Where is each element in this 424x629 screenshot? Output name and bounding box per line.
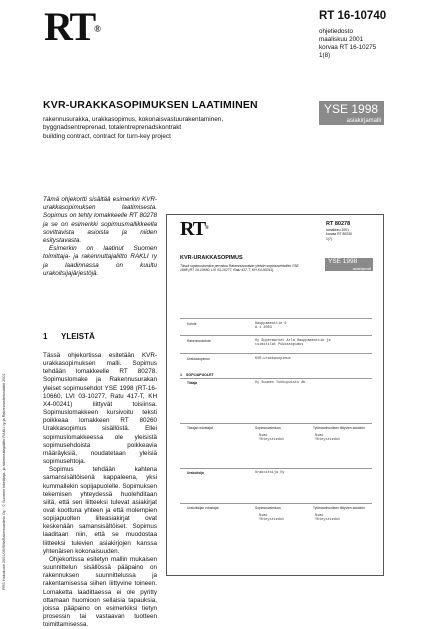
body-paragraph: Sopimus tehdään kahtena samansisältöisenä kappaleena, yksi kummallekin sopijapuolelle. Sopimuksen tekemisen yhteydessä huolehditaan siitä, että sen liitteeksi tulevat asiakirjat ovat koottuna yhteen ja että molempien sopijapuolten liiteasiakirjat ovat keskenään samansisältöiset. Sopimus laaditaan niin, että se muodostaa liitteeksi tulevien asiakirjojen kanssa yhtenäisen kokonaisuuden.: [43, 466, 157, 555]
form-label-rakennuskohde: Rakennuskohde: [187, 339, 211, 343]
document-number: RT 16-10740: [319, 10, 387, 22]
document-meta: [319, 28, 376, 60]
form-rep-cell: Nimi Yhteystiedot: [259, 514, 285, 523]
form-value-tilaaja: Oy Suomen Tukkupuisto Ab: [255, 381, 306, 385]
form-col-header: Työmaanhuolleen liittyvien asioiden: [313, 506, 365, 510]
form-rep-cell: Nimi Yhteystiedot: [315, 434, 341, 443]
meta-line: ohjetiedosto: [319, 28, 353, 35]
meta-line: korvaa RT 16-10275: [319, 44, 377, 51]
section-body: [43, 352, 157, 629]
meta-line: 1(8): [319, 52, 331, 59]
form-col-header: Sopimusvalmiuus: [255, 506, 281, 510]
rt-logo: RT®: [44, 4, 101, 49]
form-divider: [180, 423, 372, 424]
form-meta: [326, 228, 352, 241]
section-title: YLEISTÄ: [61, 332, 95, 341]
intro-paragraph: Tämä ohjekortti sisältää esimerkin KVR-urakkasopimuksen laatimisesta. Sopimus on tehty lomakkeelle RT 80278 ja se on esimerkki sopimusmallikkeella sovittavista asioista ja niiden esitystavasta.: [43, 196, 157, 245]
form-doc-number: RT 80278: [326, 221, 351, 227]
intro-paragraph: Esimerkin on laatinut Suomen toimittaja- ja rakennuttajaliitto RAKLI ry ja laadinnassa on kuultu urakoitsijajärjestöjä.: [43, 245, 157, 277]
side-copyright: PRS Hakukone 2001/05/SMaRakennustieto Oy · © Suomen toimittaja- ja rakennuttajaliitto RAKLI ry ja Rakennustietosäätiö 2001: [2, 373, 6, 590]
form-section-heading: 1 SOPIJAPUOLET: [180, 373, 214, 377]
form-rep-cell: Nimi Yhteystiedot: [315, 514, 341, 523]
form-badge-main: YSE 1998: [328, 258, 358, 265]
badge-main: YSE 1998: [324, 102, 379, 116]
form-label-urakoitsija: Urakoitsija: [187, 471, 204, 475]
form-value-kohde: Hauppamenttie 6 A 1 2003: [255, 322, 287, 331]
form-meta-line: lomakkeu 2001: [326, 228, 349, 232]
badge-sub: asiakirjamalli: [346, 118, 381, 124]
meta-line: maaliskuu 2001: [319, 36, 364, 43]
form-rt-logo: RT®: [180, 218, 209, 240]
form-value-rakennuskohde: Oy Supermarket Arla Hauppamenttie ja toimitilat Pukkasopimus: [255, 339, 331, 348]
keyword-line: rakennusurakka, urakkasopimus, kokonaisvastuurakentaminen,: [43, 116, 224, 123]
form-label-kohde: Kohde: [187, 322, 197, 326]
form-value-urakkasopimus: KVR-urakkasopimus: [255, 357, 291, 361]
page-title: KVR-URAKKASOPIMUKSEN LAATIMINEN: [43, 99, 258, 111]
form-divider: [180, 353, 372, 354]
form-yse-badge: [325, 258, 373, 271]
form-badge-sub: asiakirjamalli: [352, 267, 371, 271]
keywords: [43, 116, 293, 141]
form-col-header: Tilaajan edustajat: [187, 426, 213, 430]
body-paragraph: Ohjekortissa esitetyn mallin mukaisen suunnittelun sisällössä pääpaino on rakennuksen suunnittelussa ja rakentamisessa siihen liittyvine toineen. Lomaketta laadittaessa ei ole pyritty ottamaan huomioon sellaisia tapauksia, joissa pääpaino on esimerkiksi tietyn prosessin tai vastaavan tuotteen toimittamisessa.: [43, 555, 157, 629]
keyword-line: byggnadsentreprenad, totalentreprenadskontrakt: [43, 124, 182, 132]
section-number: 1: [43, 332, 48, 341]
section-heading: [43, 332, 95, 341]
yse-badge: [319, 101, 384, 125]
form-preview: [166, 214, 384, 576]
form-col-header: Työmaanhuolleen liittyvien asioiden: [313, 426, 365, 430]
body-paragraph: Tässä ohjekortissa esitetään KVR-urakkasopimuksen malli. Sopimus tehdään lomakkeelle RT 80278. Sopimuslomake ja Rakennusurakan yleiset sopimusehdot YSE 1998 (RT-16-10660, LVI 03-10277, Ratu 417-T, KH X4-00241) liittyvät toisiinsa. Sopimuslomakkeen kursivoitu teksti poikkeaa lomakkeen RT 80260 Urakkasopimus sisällöstä. Ellei sopimuslomakkeessa ole yleisistä sopimusehdoista poikkeavia määräyksiä, noudatetaan yleisiä sopimusehtoja.: [43, 352, 157, 466]
keyword-line: building contract, contract for turn-key project: [43, 132, 171, 140]
form-divider: [180, 503, 372, 504]
form-col-header: Urakoitsijan edustajat: [187, 506, 219, 510]
form-rep-cell: Nimi Yhteystiedot: [259, 434, 285, 443]
form-description: Tässä sopimuslomake perustuu Rakennusurakan yleisiin sopimusehtoihin YSE 1998 (RT 16-10660, LVI 03-10277, Ratu 417-T, KH X4-00241).: [180, 264, 299, 273]
form-value-urakoitsija: Urakoitsija Oy: [255, 471, 285, 475]
form-label-tilaaja: Tilaaja: [187, 381, 198, 385]
form-label-urakkasopimus: Urakkasopimus: [187, 357, 210, 361]
intro-text: [43, 196, 157, 278]
form-divider: [180, 468, 372, 469]
form-divider: [180, 335, 372, 336]
form-col-header: Sopimusvalmiuus: [255, 426, 281, 430]
form-divider: [180, 318, 372, 319]
form-title: KVR-URAKKASOPIMUS: [180, 255, 243, 261]
form-meta-line: korvaa RT 80230: [326, 232, 352, 237]
form-meta-line: 1(7): [326, 236, 333, 241]
form-divider: [180, 378, 372, 379]
